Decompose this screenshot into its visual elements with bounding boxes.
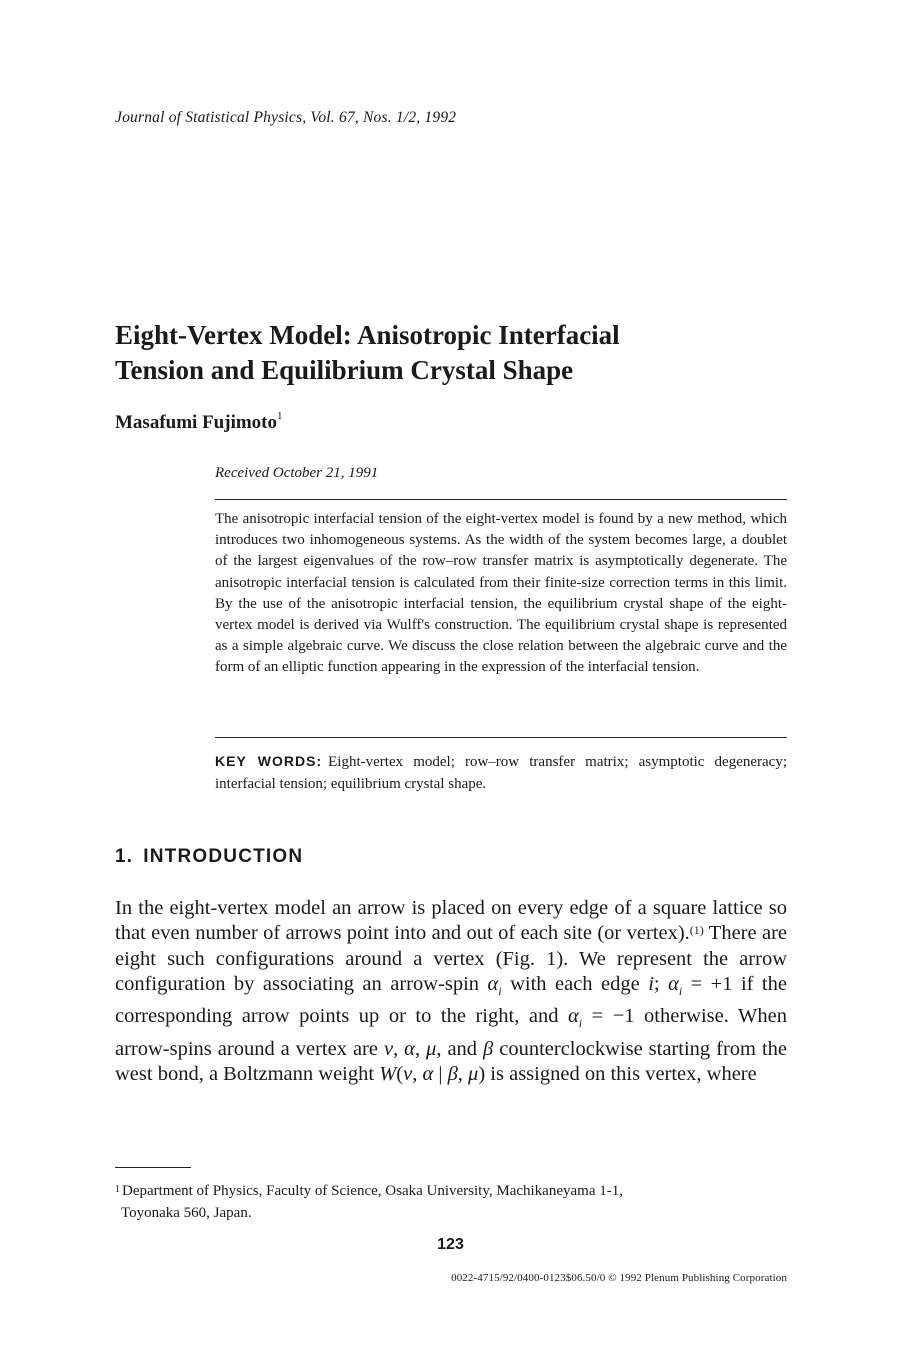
keywords-label: KEY WORDS: [215, 753, 323, 769]
footnote-line-2: Toyonaka 560, Japan. [121, 1205, 252, 1221]
abstract: The anisotropic interfacial tension of the eight-vertex model is found by a new method, which introduces two inhomogeneous systems. As the width of the system becomes large, a doublet of the largest eigenvalues of the row–row transfer matrix is asymptotically degenerate. The anisotropic interfacial tension is calculated from their finite-size correction terms in this limit. By the use of the anisotropic interfacial tension, the equilibrium crystal shape of the eight-vertex model is derived via Wulff's construction. The equilibrium crystal shape is represented as a simple algebraic curve. We discuss the close relation between the algebraic curve and the form of an elliptic function appearing in the expression of the interfacial tension. [215, 511, 787, 676]
title-line-1: Eight-Vertex Model: Anisotropic Interfacial [115, 320, 620, 350]
received-date: Received October 21, 1991 [215, 465, 379, 481]
abstract-bottom-rule [215, 737, 787, 738]
footnote-mark: 1 [115, 1184, 120, 1195]
footnote [115, 1180, 787, 1224]
author-line [115, 412, 283, 434]
section-heading [115, 846, 303, 868]
author-name: Masafumi Fujimoto [115, 412, 278, 433]
keywords-block [215, 751, 787, 795]
title-line-2: Tension and Equilibrium Crystal Shape [115, 355, 574, 385]
footnote-line-1: Department of Physics, Faculty of Science, Osaka University, Machikaneyama 1-1, [122, 1183, 623, 1199]
footnote-rule [115, 1167, 191, 1168]
keywords-text: Eight-vertex model; row–row transfer matrix; asymptotic degeneracy; interfacial tension; equilibrium crystal shape. [215, 754, 787, 792]
page-number: 123 [437, 1236, 464, 1253]
section-number: 1. [115, 846, 134, 867]
copyright-line: 0022-4715/92/0400-0123$06.50/0 © 1992 Plenum Publishing Corporation [451, 1272, 787, 1284]
paper-title [115, 318, 795, 388]
citation-ref-1: (1) [689, 923, 704, 938]
abstract-top-rule [215, 499, 787, 500]
introduction-paragraph: In the eight-vertex model an arrow is placed on every edge of a square lattice so that even number of arrows point into and out of each site (or vertex).$^{(1)}$ There are eight such configurations around a vertex (Fig. 1). We represent the arrow configuration by associating an arrow-spin $\alpha_i$ with each edge i; $\alpha_i = +1$ if the corresponding arrow points up or to the right, and $\alpha_i = -1$ otherwise. When arrow-spins around a vertex are v, α, μ, and β counterclockwise starting from the west bond, a Boltzmann weight W(v, α | β, μ) is assigned on this vertex, where [115, 897, 787, 1085]
author-footnote-mark: 1 [277, 410, 283, 422]
section-title: INTRODUCTION [143, 846, 304, 867]
journal-citation: Journal of Statistical Physics, Vol. 67, Nos. 1/2, 1992 [115, 109, 457, 126]
